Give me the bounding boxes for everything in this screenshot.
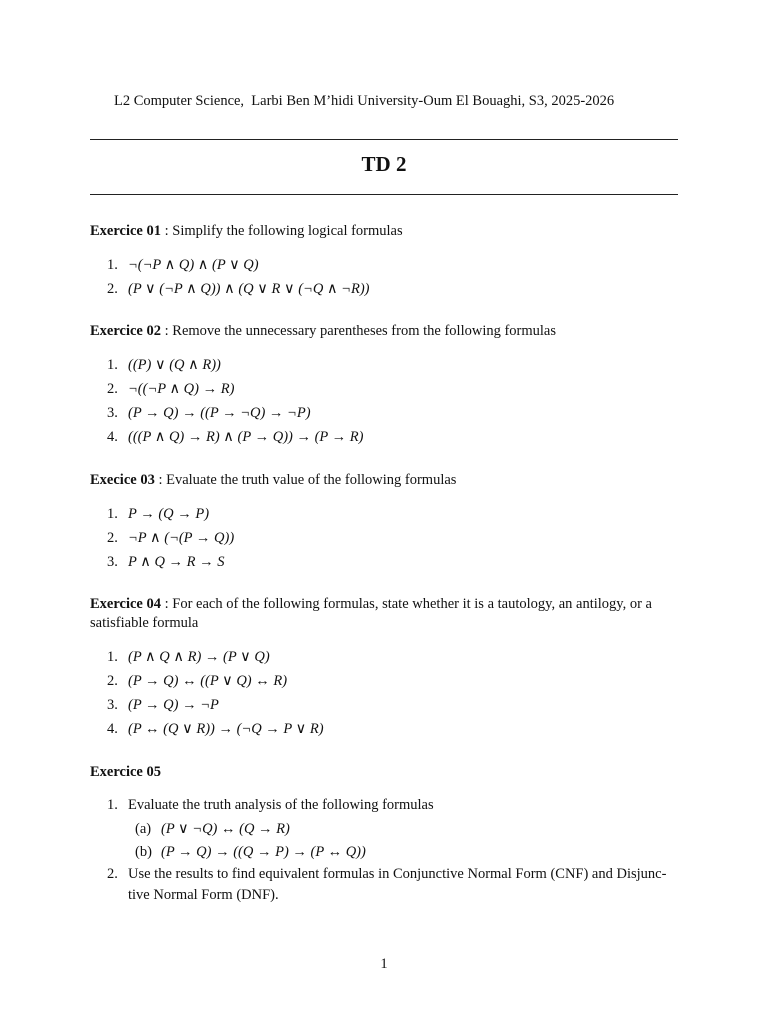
list-item bbox=[107, 866, 666, 883]
list-item bbox=[107, 530, 234, 547]
exercise-02-label: Exercice 02 bbox=[90, 323, 161, 339]
item-number: 2. bbox=[107, 381, 118, 397]
list-item bbox=[107, 797, 434, 814]
item-number: 1. bbox=[107, 257, 118, 273]
exercise-01-description: : Simplify the following logical formulas bbox=[161, 223, 403, 239]
list-item bbox=[107, 721, 324, 738]
sub-list-item bbox=[135, 821, 290, 838]
item-number: 3. bbox=[107, 554, 118, 570]
item-number: 1. bbox=[107, 357, 118, 373]
exercise-03-description: : Evaluate the truth value of the following formulas bbox=[154, 472, 457, 488]
exercise-04-description: : For each of the following formulas, state whether it is a tautology, an antilogy, or a satisfiable formula bbox=[90, 596, 652, 631]
exercise-01-heading bbox=[90, 222, 680, 241]
document-header: L2 Computer Science, Larbi Ben M’hidi University-Oum El Bouaghi, S3, 2025-2026 bbox=[114, 93, 615, 109]
formula: ¬(¬P ∧ Q) ∧ (P ∨ Q) bbox=[128, 257, 259, 273]
formula: (P ∧ Q ∧ R) → (P ∨ Q) bbox=[128, 649, 270, 665]
page-number: 1 bbox=[380, 956, 388, 972]
item-number: 1. bbox=[107, 649, 118, 665]
formula: (P → Q) ↔ ((P ∨ Q) ↔ R) bbox=[128, 673, 288, 689]
title-rule-bottom bbox=[90, 194, 678, 195]
document-title: TD 2 bbox=[361, 152, 407, 176]
exercise-05-label: Exercice 05 bbox=[90, 764, 161, 780]
sub-list-item bbox=[135, 844, 366, 861]
formula: P → (Q → P) bbox=[128, 506, 210, 522]
sub-item-label: (b) bbox=[135, 844, 152, 860]
list-item bbox=[107, 405, 311, 422]
exercise-04-label: Exercice 04 bbox=[90, 596, 161, 612]
list-item bbox=[107, 673, 287, 690]
formula: (P ↔ (Q ∨ R)) → (¬Q → P ∨ R) bbox=[128, 721, 324, 737]
item-number: 2. bbox=[107, 281, 118, 297]
formula: ¬P ∧ (¬(P → Q)) bbox=[128, 530, 235, 546]
exercise-05-heading bbox=[90, 763, 680, 782]
list-item bbox=[107, 357, 221, 374]
item-number: 2. bbox=[107, 530, 118, 546]
sub-item-label: (a) bbox=[135, 821, 152, 837]
formula: (P → Q) → ((P → ¬Q) → ¬P) bbox=[128, 405, 311, 421]
item-text-continuation: tive Normal Form (DNF). bbox=[128, 887, 279, 903]
item-number: 2. bbox=[107, 866, 118, 882]
formula: (((P ∧ Q) → R) ∧ (P → Q)) → (P → R) bbox=[128, 429, 364, 445]
exercise-03-heading bbox=[90, 471, 680, 490]
formula: (P → Q) → ¬P bbox=[128, 697, 219, 713]
formula: P ∧ Q → R → S bbox=[128, 554, 225, 570]
formula: (P ∨ (¬P ∧ Q)) ∧ (Q ∨ R ∨ (¬Q ∧ ¬R)) bbox=[128, 281, 370, 297]
list-item bbox=[107, 697, 219, 714]
item-text: Use the results to find equivalent formulas in Conjunctive Normal Form (CNF) and Disjunc- bbox=[128, 866, 667, 882]
item-text: Evaluate the truth analysis of the following formulas bbox=[128, 797, 434, 813]
item-number: 3. bbox=[107, 697, 118, 713]
exercise-01-label: Exercice 01 bbox=[90, 223, 161, 239]
formula: (P ∨ ¬Q) ↔ (Q → R) bbox=[161, 821, 290, 837]
list-item bbox=[107, 281, 369, 298]
formula: ¬((¬P ∧ Q) → R) bbox=[128, 381, 235, 397]
exercise-03-label: Execice 03 bbox=[90, 472, 155, 488]
list-item bbox=[107, 506, 209, 523]
formula: (P → Q) → ((Q → P) → (P ↔ Q)) bbox=[161, 844, 366, 860]
item-number: 3. bbox=[107, 405, 118, 421]
item-number: 1. bbox=[107, 506, 118, 522]
item-number: 1. bbox=[107, 797, 118, 813]
title-rule-top bbox=[90, 139, 678, 140]
item-number: 4. bbox=[107, 721, 118, 737]
exercise-04-heading bbox=[90, 595, 680, 633]
exercise-02-heading bbox=[90, 322, 680, 341]
formula: ((P) ∨ (Q ∧ R)) bbox=[128, 357, 221, 373]
list-item bbox=[107, 649, 270, 666]
list-item bbox=[107, 257, 259, 274]
exercise-02-description: : Remove the unnecessary parentheses from the following formulas bbox=[161, 323, 557, 339]
list-item bbox=[107, 381, 234, 398]
item-number: 2. bbox=[107, 673, 118, 689]
list-item bbox=[107, 429, 363, 446]
list-item bbox=[107, 554, 225, 571]
item-number: 4. bbox=[107, 429, 118, 445]
